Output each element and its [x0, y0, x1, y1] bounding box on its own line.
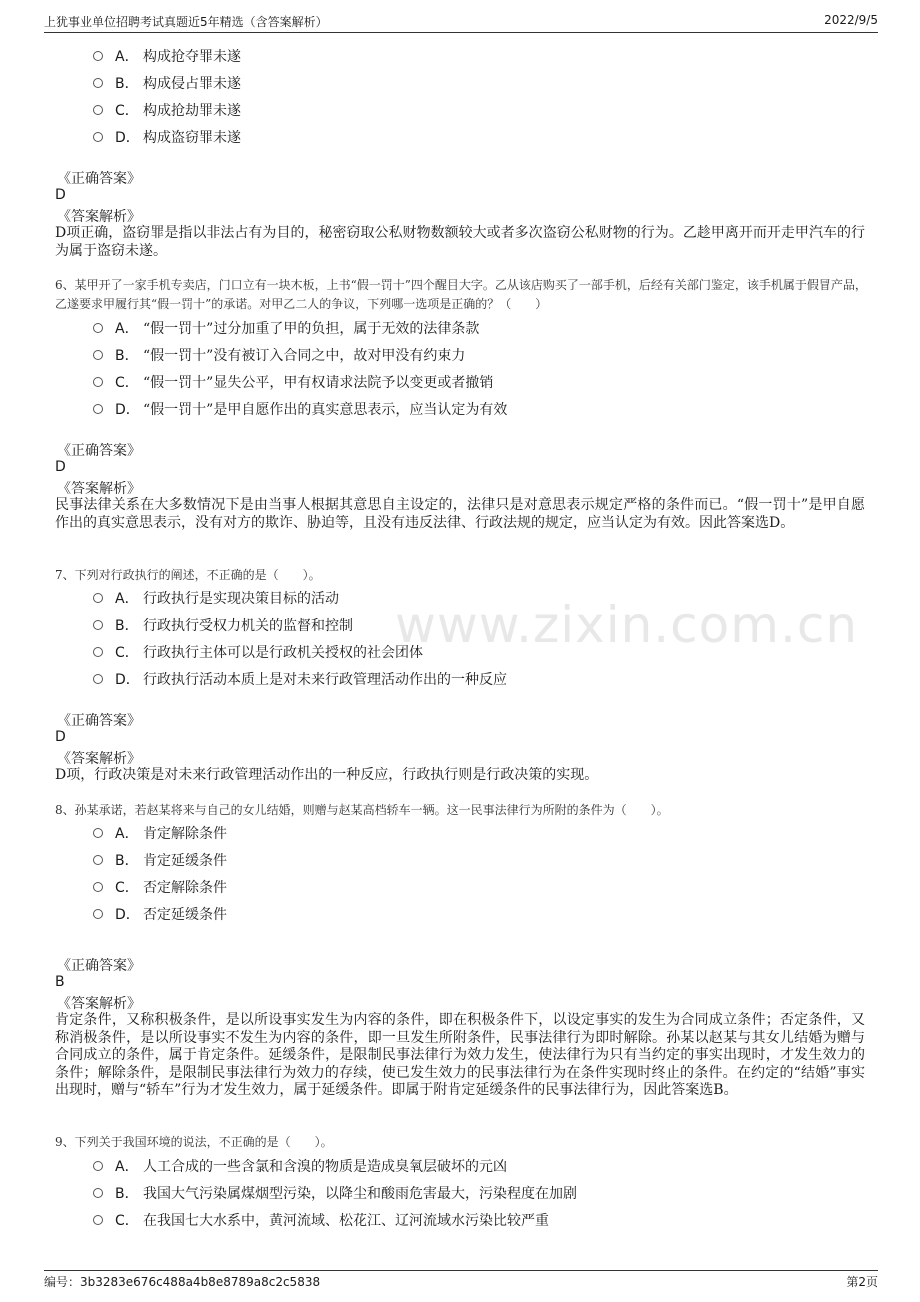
radio-icon[interactable] [93, 1161, 103, 1171]
radio-icon[interactable] [93, 620, 103, 630]
radio-icon[interactable] [93, 647, 103, 657]
q7-explanation: D项，行政决策是对未来行政管理活动作出的一种反应，行政执行则是行政决策的实现。 [55, 767, 599, 783]
radio-icon[interactable] [93, 855, 103, 865]
option-text: “假一罚十”过分加重了甲的负担，属于无效的法律条款 [143, 321, 480, 337]
document-code: 编号：3b3283e676c488a4b8e8789a8c2c5838 [44, 1275, 321, 1289]
q5-explanation: D项正确，盗窃罪是指以非法占有为目的，秘密窃取公私财物数额较大或者多次盗窃公私财物的行为。乙趁甲离开而开走甲汽车的行为属于盗窃未遂。 [55, 225, 865, 259]
option-letter: B． [115, 853, 139, 869]
radio-icon[interactable] [93, 404, 103, 414]
option-letter: A． [115, 321, 139, 337]
option-letter: D． [115, 672, 140, 688]
option-text: 否定解除条件 [143, 880, 227, 896]
option-letter: C． [115, 375, 139, 391]
q5-explanation-label: 《答案解析》 [57, 209, 141, 225]
option-letter: D． [115, 907, 140, 923]
option-letter: A． [115, 826, 139, 842]
q6-explanation: 民事法律关系在大多数情况下是由当事人根据其意思自主设定的，法律只是对意思表示规定严格的条件而已。“假一罚十”是甲自愿作出的真实意思表示，没有对方的欺诈、胁迫等，且没有违反法律、行政法规的规定，应当认定为有效。因此答案选D。 [55, 497, 865, 531]
q5-answer-label: 《正确答案》 [57, 171, 141, 187]
option-text: 构成抢夺罪未遂 [143, 49, 241, 65]
option-text: 在我国七大水系中，黄河流域、松花江、辽河流域水污染比较严重 [143, 1213, 549, 1229]
radio-icon[interactable] [93, 828, 103, 838]
option-letter: D． [115, 130, 140, 146]
option-text: 否定延缓条件 [143, 907, 227, 923]
option-letter: D． [115, 402, 140, 418]
radio-icon[interactable] [93, 1188, 103, 1198]
q8-explanation-label: 《答案解析》 [57, 996, 141, 1012]
option-letter: C． [115, 880, 139, 896]
document-date: 2022/9/5 [824, 13, 878, 27]
option-letter: B． [115, 618, 139, 634]
watermark: www.zixin.com.cn [395, 596, 859, 654]
q8-answer: B [55, 974, 65, 990]
option-text: 构成抢劫罪未遂 [143, 103, 241, 119]
radio-icon[interactable] [93, 909, 103, 919]
radio-icon[interactable] [93, 674, 103, 684]
radio-icon[interactable] [93, 1215, 103, 1225]
option-letter: B． [115, 1186, 139, 1202]
page-header [44, 12, 878, 33]
option-text: “假一罚十”是甲自愿作出的真实意思表示，应当认定为有效 [143, 402, 508, 418]
option-text: “假一罚十”没有被订入合同之中，故对甲没有约束力 [143, 348, 466, 364]
q8-explanation: 肯定条件，又称积极条件，是以所设事实发生为内容的条件，即在积极条件下，以设定事实的发生为合同成立条件；否定条件，又称消极条件，是以所设事实不发生为内容的条件，即一旦发生所附条件，民事法律行为即时解除。孙某以赵某与其女儿结婚为赠与合同成立的条件，属于肯定条件。延缓条件，是限制民事法律行为效力发生，使法律行为只有当约定的事实出现时，才发生效力的条件；解除条件，是限制民事法律行为效力的存续，使已发生效力的民事法律行为在条件实现时终止的条件。在约定的“结婚”事实出现时，赠与“轿车”行为才发生效力，属于延缓条件。即属于附肯定延缓条件的民事法律行为，因此答案选B。 [55, 1012, 865, 1098]
option-letter: C． [115, 645, 139, 661]
radio-icon[interactable] [93, 323, 103, 333]
radio-icon[interactable] [93, 350, 103, 360]
option-text: 行政执行是实现决策目标的活动 [143, 591, 339, 607]
q6-answer: D [55, 459, 66, 475]
option-text: 行政执行活动本质上是对未来行政管理活动作出的一种反应 [143, 672, 507, 688]
radio-icon[interactable] [93, 51, 103, 61]
radio-icon[interactable] [93, 78, 103, 88]
page-footer [44, 1270, 878, 1291]
q5-answer: D [55, 187, 66, 203]
radio-icon[interactable] [93, 132, 103, 142]
option-text: 人工合成的一些含氯和含溴的物质是造成臭氧层破坏的元凶 [143, 1159, 507, 1175]
option-text: 肯定延缓条件 [143, 853, 227, 869]
q9-stem: 9、下列关于我国环境的说法，不正确的是（ ）。 [55, 1135, 333, 1149]
option-letter: A． [115, 591, 139, 607]
option-letter: C． [115, 103, 139, 119]
q8-answer-label: 《正确答案》 [57, 958, 141, 974]
radio-icon[interactable] [93, 593, 103, 603]
option-letter: C． [115, 1213, 139, 1229]
q7-answer-label: 《正确答案》 [57, 713, 141, 729]
option-text: “假一罚十”显失公平，甲有权请求法院予以变更或者撤销 [143, 375, 494, 391]
option-letter: B． [115, 76, 139, 92]
option-letter: A． [115, 49, 139, 65]
q7-explanation-label: 《答案解析》 [57, 751, 141, 767]
option-text: 肯定解除条件 [143, 826, 227, 842]
option-text: 我国大气污染属煤烟型污染，以降尘和酸雨危害最大，污染程度在加剧 [143, 1186, 577, 1202]
q6-stem: 6、某甲开了一家手机专卖店，门口立有一块木板，上书“假一罚十”四个醒目大字。乙从该店购买了一部手机，后经有关部门鉴定，该手机属于假冒产品，乙遂要求甲履行其“假一罚十”的承诺。对甲乙二人的争议，下列哪一选项是正确的？（ ） [55, 278, 867, 311]
option-text: 构成侵占罪未遂 [143, 76, 241, 92]
option-text: 构成盗窃罪未遂 [143, 130, 241, 146]
option-letter: B． [115, 348, 139, 364]
option-text: 行政执行受权力机关的监督和控制 [143, 618, 353, 634]
option-letter: A． [115, 1159, 139, 1175]
q8-stem: 8、孙某承诺，若赵某将来与自己的女儿结婚，则赠与赵某高档轿车一辆。这一民事法律行为所附的条件为（ ）。 [55, 803, 669, 817]
radio-icon[interactable] [93, 377, 103, 387]
q7-stem: 7、下列对行政执行的阐述，不正确的是（ ）。 [55, 568, 321, 582]
q7-answer: D [55, 729, 66, 745]
q6-explanation-label: 《答案解析》 [57, 481, 141, 497]
page-number: 第2页 [846, 1275, 878, 1289]
q6-answer-label: 《正确答案》 [57, 443, 141, 459]
option-text: 行政执行主体可以是行政机关授权的社会团体 [143, 645, 423, 661]
document-title: 上犹事业单位招聘考试真题近5年精选（含答案解析） [44, 15, 328, 29]
radio-icon[interactable] [93, 105, 103, 115]
radio-icon[interactable] [93, 882, 103, 892]
